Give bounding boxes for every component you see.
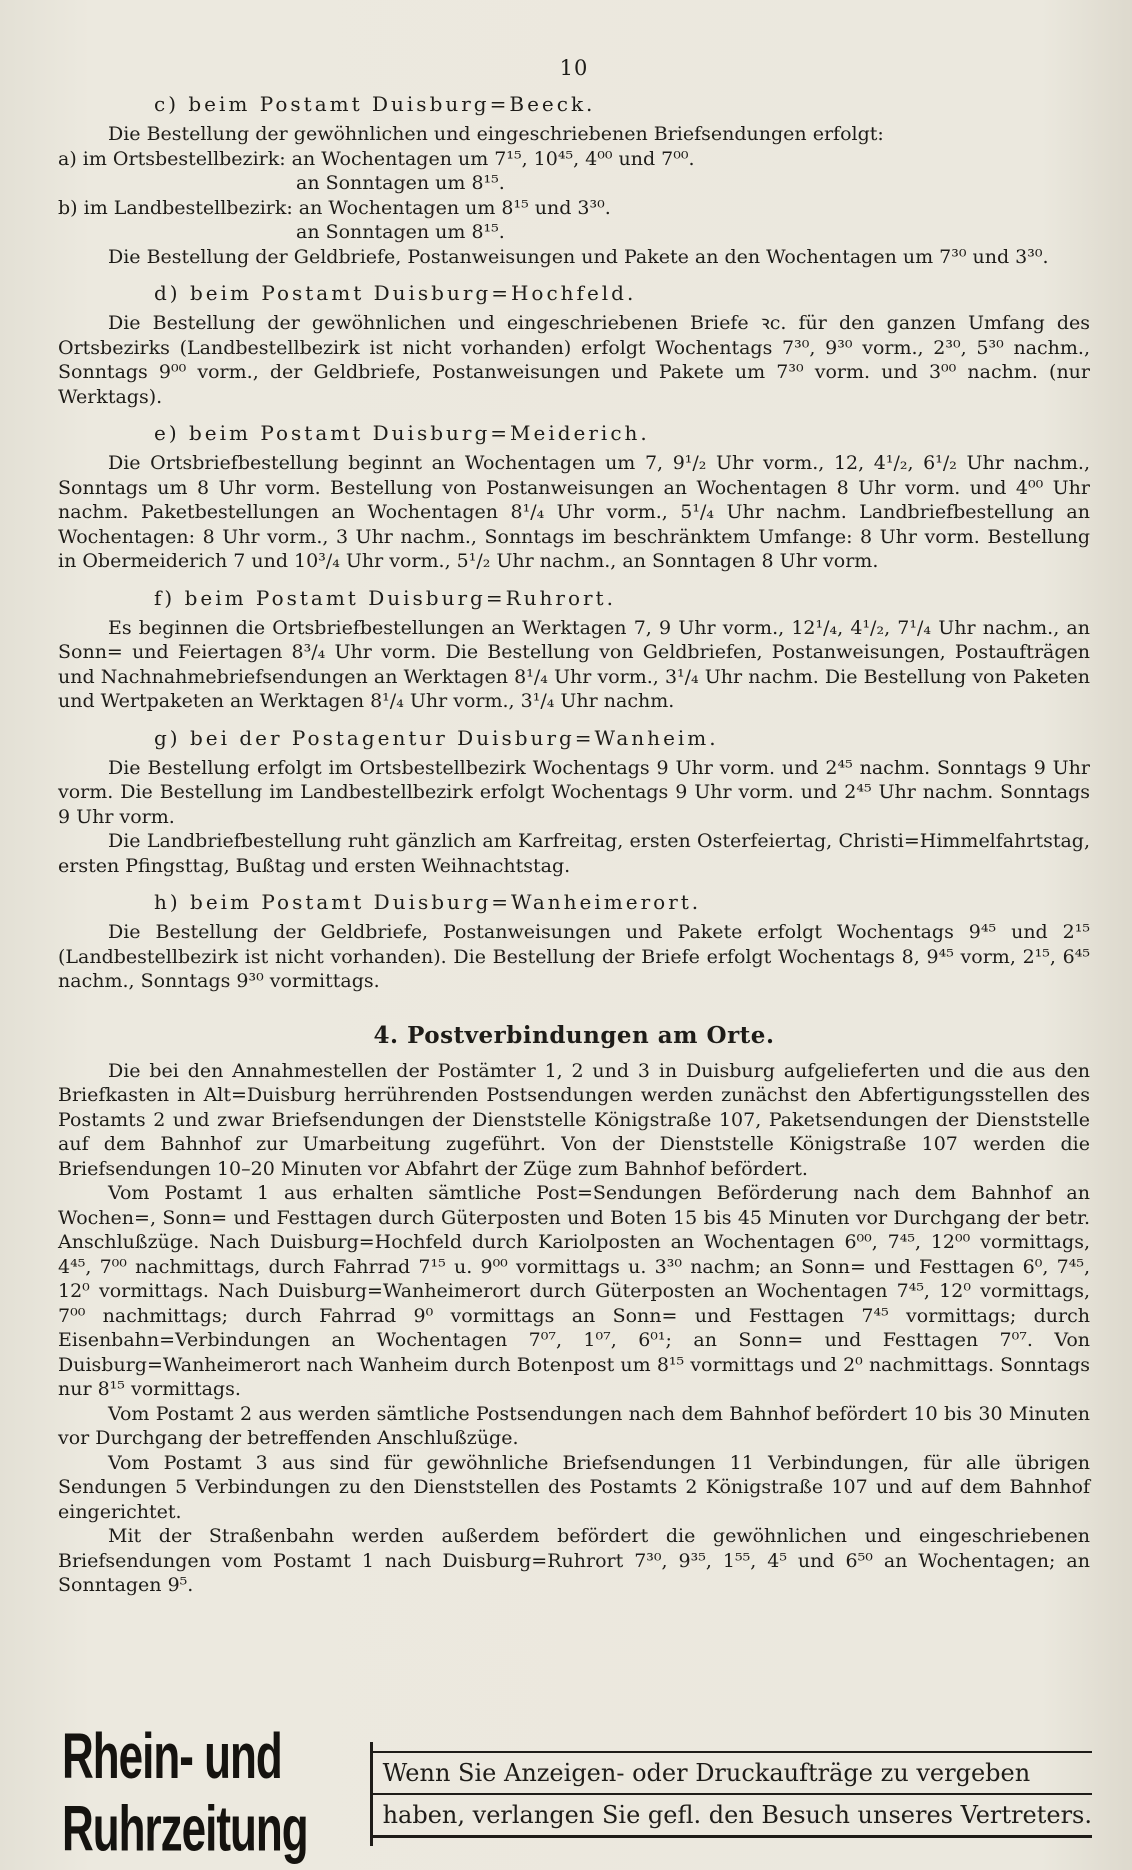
section-g-paragraph-1: Die Bestellung erfolgt im Ortsbestellbezirk Wochentags 9 Uhr vorm. und 2⁴⁵ nachm. Sonntags 9 Uhr vorm. Die Bestellung im Landbestellbezirk erfolgt Wochentags 9 Uhr vorm. und 2⁴⁵ Uhr nachm. Sonntags 9 Uhr vorm. (58, 756, 1090, 828)
section-c-item-b: b) im Landbestellbezirk: an Wochentagen um 8¹⁵ und 3³⁰. (58, 196, 611, 219)
newspaper-logo: Rhein- und Ruhrzeitung (62, 1721, 308, 1866)
section-4-heading: 4. Postverbindungen am Orte. (373, 1021, 775, 1049)
section-4-paragraph-5: Mit der Straßenbahn werden außerdem befördert die gewöhnlichen und eingeschriebenen Briefsendungen vom Postamt 1 nach Duisburg=Ruhrort 7³⁰, 9³⁵, 1⁵⁵, 4⁵ und 6⁵⁰ an Wochentagen; an Sonntagen 9⁵. (58, 1525, 1090, 1596)
section-c-item-a-sunday: an Sonntagen um 8¹⁵. (296, 172, 505, 194)
section-4-paragraph-3: Vom Postamt 2 aus werden sämtliche Postsendungen nach dem Bahnhof befördert 10 bis 30 Minuten vor Durchgang der betreffenden Anschlußzüge. (58, 1402, 1090, 1449)
advertisement-line-2: haben, verlangen Sie gefl. den Besuch unseres Vertreters. (373, 1793, 1092, 1838)
section-c-item-a: a) im Ortsbestellbezirk: an Wochentagen um 7¹⁵, 10⁴⁵, 4⁰⁰ und 7⁰⁰. (58, 147, 695, 170)
section-h-paragraph: Die Bestellung der Geldbriefe, Postanweisungen und Pakete erfolgt Wochentags 9⁴⁵ und 2¹⁵ (Landbestellbezirk ist nicht vorhanden). Die Bestellung der Briefe erfolgt Wochentags 8, 9⁴⁵ vorm, 2¹⁵, 6⁴⁵ nachm., Sonntags 9³⁰ vormittags. (58, 921, 1090, 992)
advertisement-text (370, 1742, 1092, 1846)
section-c-intro: Die Bestellung der gewöhnlichen und eingeschriebenen Briefsendungen erfolgt: (108, 123, 884, 145)
section-4-paragraph-4: Vom Postamt 3 aus sind für gewöhnliche Briefsendungen 11 Verbindungen, für alle übrigen Sendungen 5 Verbindungen zu den Dienststellen des Postamts 2 Königstraße 107 und auf dem Bahnhof eingerichtet. (58, 1451, 1090, 1523)
section-g-paragraph-2: Die Landbriefbestellung ruht gänzlich am Karfreitag, ersten Osterfeiertag, Christi=Himmelfahrtstag, ersten Pfingsttag, Bußtag und ersten Weihnachtstag. (58, 830, 1090, 877)
section-f-title: f) beim Postamt Duisburg=Ruhrort. (154, 585, 616, 610)
section-c-paragraph: Die Bestellung der Geldbriefe, Postanweisungen und Pakete an den Wochentagen um 7³⁰ und 3³⁰. (108, 245, 1049, 268)
section-g-title: g) bei der Postagentur Duisburg=Wanheim. (154, 725, 719, 750)
section-c-item-b-sunday: an Sonntagen um 8¹⁵. (296, 221, 505, 243)
section-c-title: c) beim Postamt Duisburg=Beeck. (154, 92, 596, 116)
section-4-paragraph-2: Vom Postamt 1 aus erhalten sämtliche Post=Sendungen Beförderung nach dem Bahnhof an Wochen=, Sonn= und Festtagen durch Güterposten und Boten 15 bis 45 Minuten vor Durchgang der betr. Anschlußzüge. Nach Duisburg=Hochfeld durch Kariolposten an Wochentagen 6⁰⁰, 7⁴⁵, 12⁰⁰ vormittags, 4⁴⁵, 7⁰⁰ nachmittags, durch Fahrrad 7¹⁵ u. 9⁰⁰ vormittags u. 3³⁰ nachm; an Sonn= und Festtagen 6⁰, 7⁴⁵, 12⁰ vormittags. Nach Duisburg=Wanheimerort durch Güterposten an Wochentagen 7⁴⁵, 12⁰ vormittags, 7⁰⁰ nachmittags; durch Fahrrad 9⁰ vormittags an Sonn= und Festtagen 7⁴⁵ vormittags; durch Eisenbahn=Verbindungen an Wochentagen 7⁰⁷, 1⁰⁷, 6⁰¹; an Sonn= und Festtagen 7⁰⁷. Von Duisburg=Wanheimerort nach Wanheim durch Botenpost um 8¹⁵ vormittags und 2⁰ nachmittags. Sonntags nur 8¹⁵ vormittags. (58, 1182, 1090, 1400)
section-e-title: e) beim Postamt Duisburg=Meiderich. (154, 421, 650, 445)
section-e-paragraph: Die Ortsbriefbestellung beginnt an Wochentagen um 7, 9¹/₂ Uhr vorm., 12, 4¹/₂, 6¹/₂ Uhr nachm., Sonntags um 8 Uhr vorm. Bestellung von Postanweisungen an Wochentagen 8 Uhr vorm. und 4⁰⁰ Uhr nachm. Paketbestellungen an Wochentagen 8¹/₄ Uhr vorm., 5¹/₄ Uhr nachm. Landbriefbestellung an Wochentagen: 8 Uhr vorm., 3 Uhr nachm., Sonntags im beschränktem Umfange: 8 Uhr vorm. Bestellung in Obermeiderich 7 und 10³/₄ Uhr vorm., 5¹/₂ Uhr nachm., an Sonntagen 8 Uhr vorm. (58, 452, 1090, 572)
section-f-paragraph: Es beginnen die Ortsbriefbestellungen an Werktagen 7, 9 Uhr vorm., 12¹/₄, 4¹/₂, 7¹/₄ Uhr nachm., an Sonn= und Feiertagen 8³/₄ Uhr vorm. Die Bestellung von Geldbriefen, Postanweisungen, Postaufträgen und Nachnahmebriefsendungen an Werktagen 8¹/₄ Uhr vorm., 3¹/₄ Uhr nachm. Die Bestellung von Paketen und Wertpaketen an Werktagen 8¹/₄ Uhr vorm., 3¹/₄ Uhr nachm. (58, 616, 1090, 712)
advertisement-banner (62, 1721, 1092, 1866)
page-number: 10 (559, 56, 589, 80)
section-d-paragraph: Die Bestellung der gewöhnlichen und eingeschriebenen Briefe ꝛc. für den ganzen Umfang des Ortsbezirks (Landbestellbezirk ist nicht vorhanden) erfolgt Wochentags 7³⁰, 9³⁰ vorm., 2³⁰, 5³⁰ nachm., Sonntags 9⁰⁰ vorm., der Geldbriefe, Postanweisungen und Pakete um 7³⁰ vorm. und 3⁰⁰ nachm. (nur Werktags). (58, 312, 1090, 408)
section-d-title: d) beim Postamt Duisburg=Hochfeld. (154, 281, 637, 305)
advertisement-line-1: Wenn Sie Anzeigen- oder Druckaufträge zu vergeben (373, 1751, 1092, 1793)
section-4-paragraph-1: Die bei den Annahmestellen der Postämter 1, 2 und 3 in Duisburg aufgelieferten und die aus den Briefkasten in Alt=Duisburg herrührenden Postsendungen werden zunächst den Abfertigungsstellen des Postamts 2 und zwar Briefsendungen der Dienststelle Königstraße 107, Paketsendungen der Dienststelle auf dem Bahnhof zur Umarbeitung zugeführt. Von der Dienststelle Königstraße 107 werden die Briefsendungen 10–20 Minuten vor Abfahrt der Züge zum Bahnhof befördert. (58, 1059, 1090, 1180)
section-h-title: h) beim Postamt Duisburg=Wanheimerort. (154, 890, 702, 914)
